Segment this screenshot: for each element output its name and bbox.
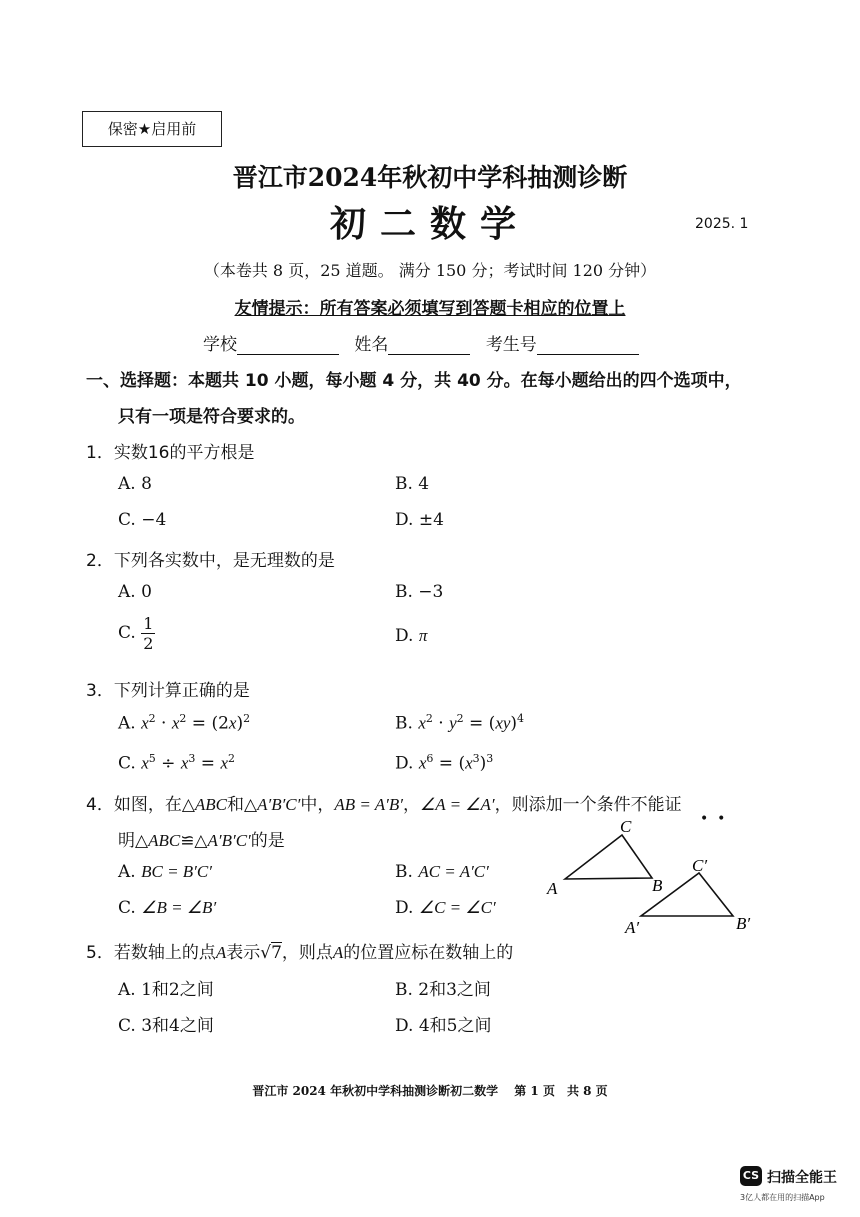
q1-option-d: D. ±4 — [395, 510, 444, 530]
option-label: C. — [118, 898, 136, 918]
sqrt-expression: √7 — [260, 943, 282, 963]
question-text: 下列各实数中，是无理数的是 — [113, 551, 335, 571]
triangle-abc-prime: A′B′C′ — [257, 795, 301, 814]
question-text: 实数16的平方根是 — [113, 443, 255, 463]
option-label: A. — [118, 713, 136, 734]
point-a: A — [215, 943, 227, 962]
question-1-stem — [86, 438, 254, 463]
congruent-symbol: ≌△ — [180, 831, 208, 851]
question-number: 4． — [86, 795, 114, 815]
q4-text: 的是 — [250, 831, 285, 851]
q3-option-d: D. $x^6 = (x^3)^3$ — [395, 752, 494, 774]
q4-option-b — [395, 862, 489, 882]
q5-option-a: A. 1和2之间 — [118, 980, 214, 1000]
q5-text: 的位置应标在数轴上的 — [343, 943, 514, 963]
q5-option-d: D. 4和5之间 — [395, 1016, 492, 1036]
question-2-stem — [86, 546, 335, 571]
label-c: C — [620, 817, 632, 836]
q1-option-a: A. 8 — [118, 474, 152, 494]
fraction — [141, 614, 155, 653]
triangle-abc: ABC — [194, 795, 228, 814]
paper-info: （本卷共 8 页，25 道题。 满分 150 分；考试时间 120 分钟） — [203, 261, 657, 280]
option-label: B. — [395, 862, 413, 882]
question-3-stem — [86, 676, 250, 701]
fraction-denominator: 2 — [143, 634, 154, 653]
question-4-stem-line2 — [118, 826, 285, 851]
label-a-prime: A′ — [625, 918, 640, 937]
school-label: 学校 — [203, 335, 237, 355]
option-label: B. — [395, 713, 413, 734]
radicand: 7 — [271, 943, 282, 963]
emphasis-dots: • • — [700, 811, 726, 827]
option-label: D. — [395, 626, 414, 646]
option-value: ∠C = ∠C′ — [418, 898, 496, 917]
q4-text: 中， — [300, 795, 335, 815]
q3-option-a: A. $x^2 \cdot x^2 = (2x)^2$ — [118, 712, 251, 734]
exam-title: 晋江市2024年秋初中学科抽测诊断 — [232, 163, 628, 192]
q2-option-b: B. −3 — [395, 582, 444, 602]
triangles-figure — [540, 815, 770, 940]
page-footer: 晋江市 2024 年秋初中学科抽测诊断初二数学 第 1 页 共 8 页 — [252, 1084, 608, 1098]
q5-text: ，则点 — [281, 943, 333, 963]
confidential-label: 保密★启用前 — [82, 111, 222, 147]
exam-number-blank — [537, 336, 639, 355]
option-label: C. — [118, 623, 136, 643]
subject-title: 初二数学 — [329, 204, 530, 245]
q5-option-b: B. 2和3之间 — [395, 980, 491, 1000]
question-number: 1． — [86, 443, 114, 463]
q2-option-a: A. 0 — [118, 582, 152, 602]
q1-option-b: B. 4 — [395, 474, 430, 494]
q4-text: 和△ — [227, 795, 258, 815]
q5-text: 若数轴上的点 — [113, 943, 216, 963]
exam-date: 2025. 1 — [695, 216, 749, 232]
q2-option-d — [395, 626, 427, 646]
name-label: 姓名 — [354, 335, 389, 355]
pi-symbol: π — [418, 626, 428, 645]
q2-option-c — [118, 614, 155, 653]
q4-option-d — [395, 898, 496, 918]
q4-text: 明△ — [118, 831, 149, 851]
triangle-abc-shape — [565, 835, 652, 879]
school-blank — [237, 336, 339, 355]
camscanner-brand: 扫描全能王 — [767, 1170, 837, 1186]
name-blank — [388, 336, 470, 355]
point-a: A — [332, 943, 344, 962]
reminder-note: 友情提示：所有答案必须填写到答题卡相应的位置上 — [234, 299, 626, 319]
q3-option-b: B. $x^2 \cdot y^2 = (xy)^4$ — [395, 712, 525, 734]
option-label: D. — [395, 898, 414, 918]
option-label: A. — [118, 862, 136, 882]
q5-option-c: C. 3和4之间 — [118, 1016, 214, 1036]
q4-text: ， — [403, 795, 420, 815]
section-heading-continued: 只有一项是符合要求的。 — [118, 407, 305, 427]
camscanner-tagline: 3亿人都在用的扫描App — [740, 1193, 825, 1202]
q4-text: 如图，在△ — [113, 795, 195, 815]
label-b: B — [652, 876, 663, 895]
option-label: C. — [118, 753, 136, 774]
label-c-prime: C′ — [692, 856, 708, 875]
triangle-abc: ABC — [148, 831, 181, 850]
label-b-prime: B′ — [736, 914, 751, 933]
q1-option-c: C. −4 — [118, 510, 167, 530]
label-a: A — [547, 879, 558, 898]
triangle-abc-prime: A′B′C′ — [207, 831, 251, 850]
question-number: 3． — [86, 681, 114, 701]
fraction-numerator: 1 — [143, 614, 154, 633]
question-number: 5． — [86, 943, 114, 963]
question-5-stem — [86, 938, 513, 963]
option-value: AC = A′C′ — [418, 862, 489, 881]
option-label: D. — [395, 753, 414, 774]
section-heading: 一、选择题：本题共 10 小题，每小题 4 分，共 40 分。在每小题给出的四个选项中， — [86, 371, 742, 391]
q4-option-a — [118, 862, 212, 882]
student-info-line — [203, 330, 639, 355]
q3-option-c: C. $x^5 \div x^3 = x^2$ — [118, 752, 235, 774]
question-number: 2． — [86, 551, 114, 571]
option-value: ∠B = ∠B′ — [141, 898, 217, 917]
q4-text: ，则添加一个条件不能证 — [494, 795, 682, 815]
question-text: 下列计算正确的是 — [113, 681, 250, 701]
condition-angle-a: ∠A = ∠A′ — [420, 795, 495, 814]
q5-text: 表示 — [226, 943, 261, 963]
option-value: BC = B′C′ — [141, 862, 212, 881]
camscanner-logo-icon: CS — [740, 1166, 762, 1186]
exam-number-label: 考生号 — [485, 335, 537, 355]
question-4-stem — [86, 790, 682, 815]
condition-ab: AB = A′B′ — [334, 795, 403, 814]
q4-option-c — [118, 898, 216, 918]
